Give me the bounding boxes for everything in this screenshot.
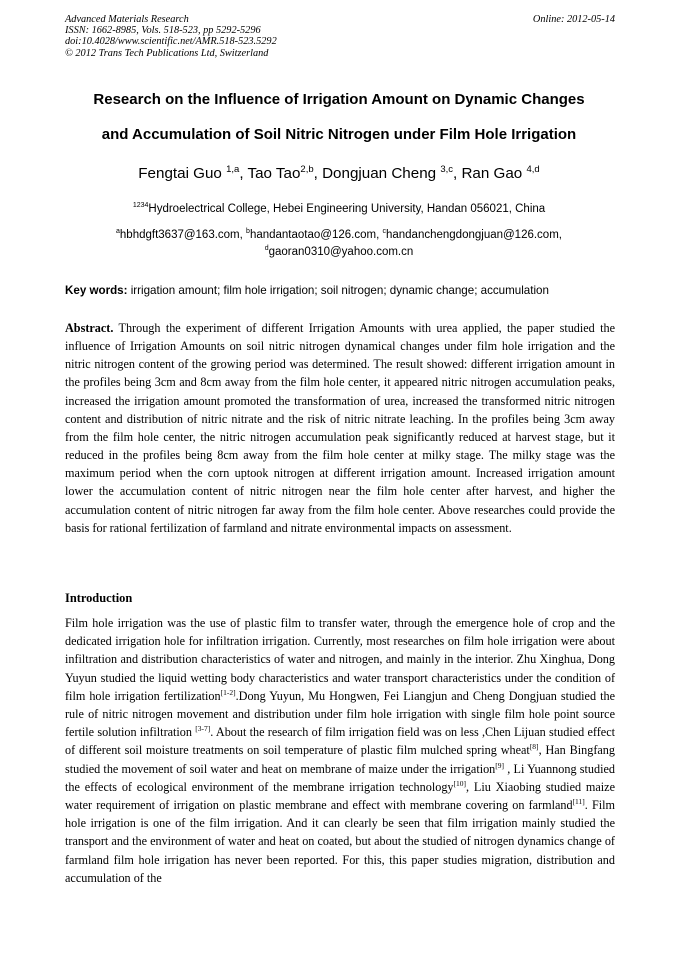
- citation-ref: [1-2]: [220, 687, 236, 697]
- citation-ref: [3-7]: [195, 724, 211, 734]
- email-separator: ,: [376, 229, 383, 241]
- intro-text: , Liu Xiaobing studied maize water requirement of irrigation on plastic membrane and effect with membrane covering on farmland: [65, 779, 616, 813]
- citation-ref: [10]: [453, 778, 467, 788]
- citation-ref: [9]: [495, 760, 505, 770]
- author-affil-mark: 2,b: [300, 164, 314, 175]
- citation-ref: [8]: [529, 742, 539, 752]
- keywords-label: Key words:: [65, 284, 128, 297]
- author-affil-mark: 3,c: [440, 164, 454, 175]
- email-separator: ,: [239, 229, 247, 241]
- author-list: [40, 164, 638, 184]
- abstract-label: Abstract.: [65, 321, 114, 335]
- abstract-text: Through the experiment of different Irrigation Amounts with urea applied, the paper studied the influence of Irrigation Amounts on soil nitric nitrogen dynamical changes under film hole irrigation and the nitric nitrogen content of the growing period was determined. The result showed: different irrigation amount in the profiles being 3cm and 8cm away from the film hole center, it appeared nitric nitrogen accumulation peaks, increased the irrigation amount promoted the transformation of urea, increased the transformed nitric nitrogen content and distribution of nitric nitrate and the risk of nitric nitrate leaching. In the profiles being 3cm away from the film hole center, the nitric nitrogen accumulation peak significantly reduced at harvest stage, but it reduced in the profiles being 8cm away from the film hole center at milky stage. The milky stage was the maximum period when the corn uptook nitrogen at different irrigation amount. Increased irrigation amount lower the accumulation content of nitric nitrogen near the film hole center after harvest, and higher the accumulation content of nitric nitrogen far away from the film hole center. Above researches could provide the basis for rational fertilization of farmland and nitrate environmental impacts on assessment.: [65, 321, 615, 535]
- email-address[interactable]: handantaotao@126.com: [249, 229, 377, 241]
- email-mark: b: [246, 228, 250, 235]
- abstract: [65, 319, 615, 537]
- copyright-line: © 2012 Trans Tech Publications Ltd, Switzerland: [65, 47, 269, 59]
- email-mark: c: [382, 228, 386, 235]
- author-name: Dongjuan Cheng: [322, 165, 437, 182]
- affiliation-text: Hydroelectrical College, Hebei Engineering University, Handan 056021, China: [148, 203, 546, 215]
- email-address[interactable]: gaoran0310@yahoo.com.cn: [268, 246, 414, 258]
- email-address[interactable]: handanchengdongjuan@126.com: [385, 229, 559, 241]
- email-address[interactable]: hbhdgft3637@163.com: [119, 229, 240, 241]
- keywords-text: irrigation amount; film hole irrigation; soil nitrogen; dynamic change; accumulation: [127, 284, 549, 297]
- section-heading-introduction: Introduction: [65, 591, 133, 605]
- author-name: Fengtai Guo: [138, 165, 222, 182]
- email-block: [40, 227, 638, 261]
- intro-text: . Film hole irrigation is one of the film irrigation. And it can clearly be seen that film irrigation mainly studied the transport and the environment of water and heat on coated, but about the studied of nitrogen dynamics change of farmland film hole irrigation has never been reported. For this, this paper studies migration, distribution and accumulation of the: [65, 798, 615, 885]
- affiliation-mark: 1234: [132, 202, 149, 209]
- keywords: [65, 283, 615, 298]
- citation-ref: [11]: [572, 797, 585, 807]
- journal-name: Advanced Materials Research: [65, 14, 189, 25]
- email-separator: ,: [558, 229, 562, 241]
- introduction-paragraph: [65, 614, 615, 887]
- intro-text: , Han Bingfang studied the movement of soil water and heat on membrane of maize under the irrigation: [65, 743, 615, 776]
- paper-title-line-1: Research on the Influence of Irrigation Amount on Dynamic Changes: [93, 91, 585, 108]
- author-name: Ran Gao: [461, 165, 523, 182]
- email-mark: d: [264, 245, 269, 252]
- email-line-2: [40, 244, 638, 261]
- doi-line: doi:10.4028/www.scientific.net/AMR.518-523.5292: [65, 36, 277, 48]
- author-separator: ,: [239, 165, 248, 182]
- email-mark: a: [116, 228, 120, 235]
- intro-text: Film hole irrigation was the use of plastic film to transfer water, through the emergence hole of crop and the dedicated irrigation hole for infiltration irrigation. Currently, most researches on film hole irrigation were about infiltration and distribution characteristics of water and nitrogen, and mainly in the interior. Zhu Xinghua, Dong Yuyun studied the liquid wetting body characteristics and water transport characteristics under the condition of film hole irrigation fertilization: [65, 616, 615, 703]
- author-affil-mark: 1,a: [226, 164, 240, 175]
- email-line-1: [40, 227, 638, 244]
- online-date: Online: 2012-05-14: [532, 14, 615, 25]
- issn-line: ISSN: 1662-8985, Vols. 518-523, pp 5292-5296: [65, 25, 261, 37]
- paper-title-line-2: and Accumulation of Soil Nitric Nitrogen under Film Hole Irrigation: [101, 126, 577, 143]
- intro-text: .Dong Yuyun, Mu Hongwen, Fei Liangjun and Cheng Dongjuan studied the rule of nitric nitrogen movement and distribution under film hole irrigation with single film hole point source fertile solution infiltration: [65, 688, 615, 740]
- page-header: [65, 14, 615, 66]
- intro-text: , Li Yuannong studied the effects of ecological environment of the membrane irrigation technology: [65, 761, 615, 794]
- author-separator: ,: [313, 165, 323, 182]
- author-name: Tao Tao: [247, 165, 301, 182]
- author-separator: ,: [453, 165, 462, 182]
- author-affil-mark: 4,d: [526, 164, 540, 175]
- intro-text: . About the research of film irrigation field was on less ,Chen Lijuan studied effect of different soil moisture treatments on soil temperature of plastic film mulched spring wheat: [65, 725, 616, 758]
- affiliation: [40, 202, 638, 217]
